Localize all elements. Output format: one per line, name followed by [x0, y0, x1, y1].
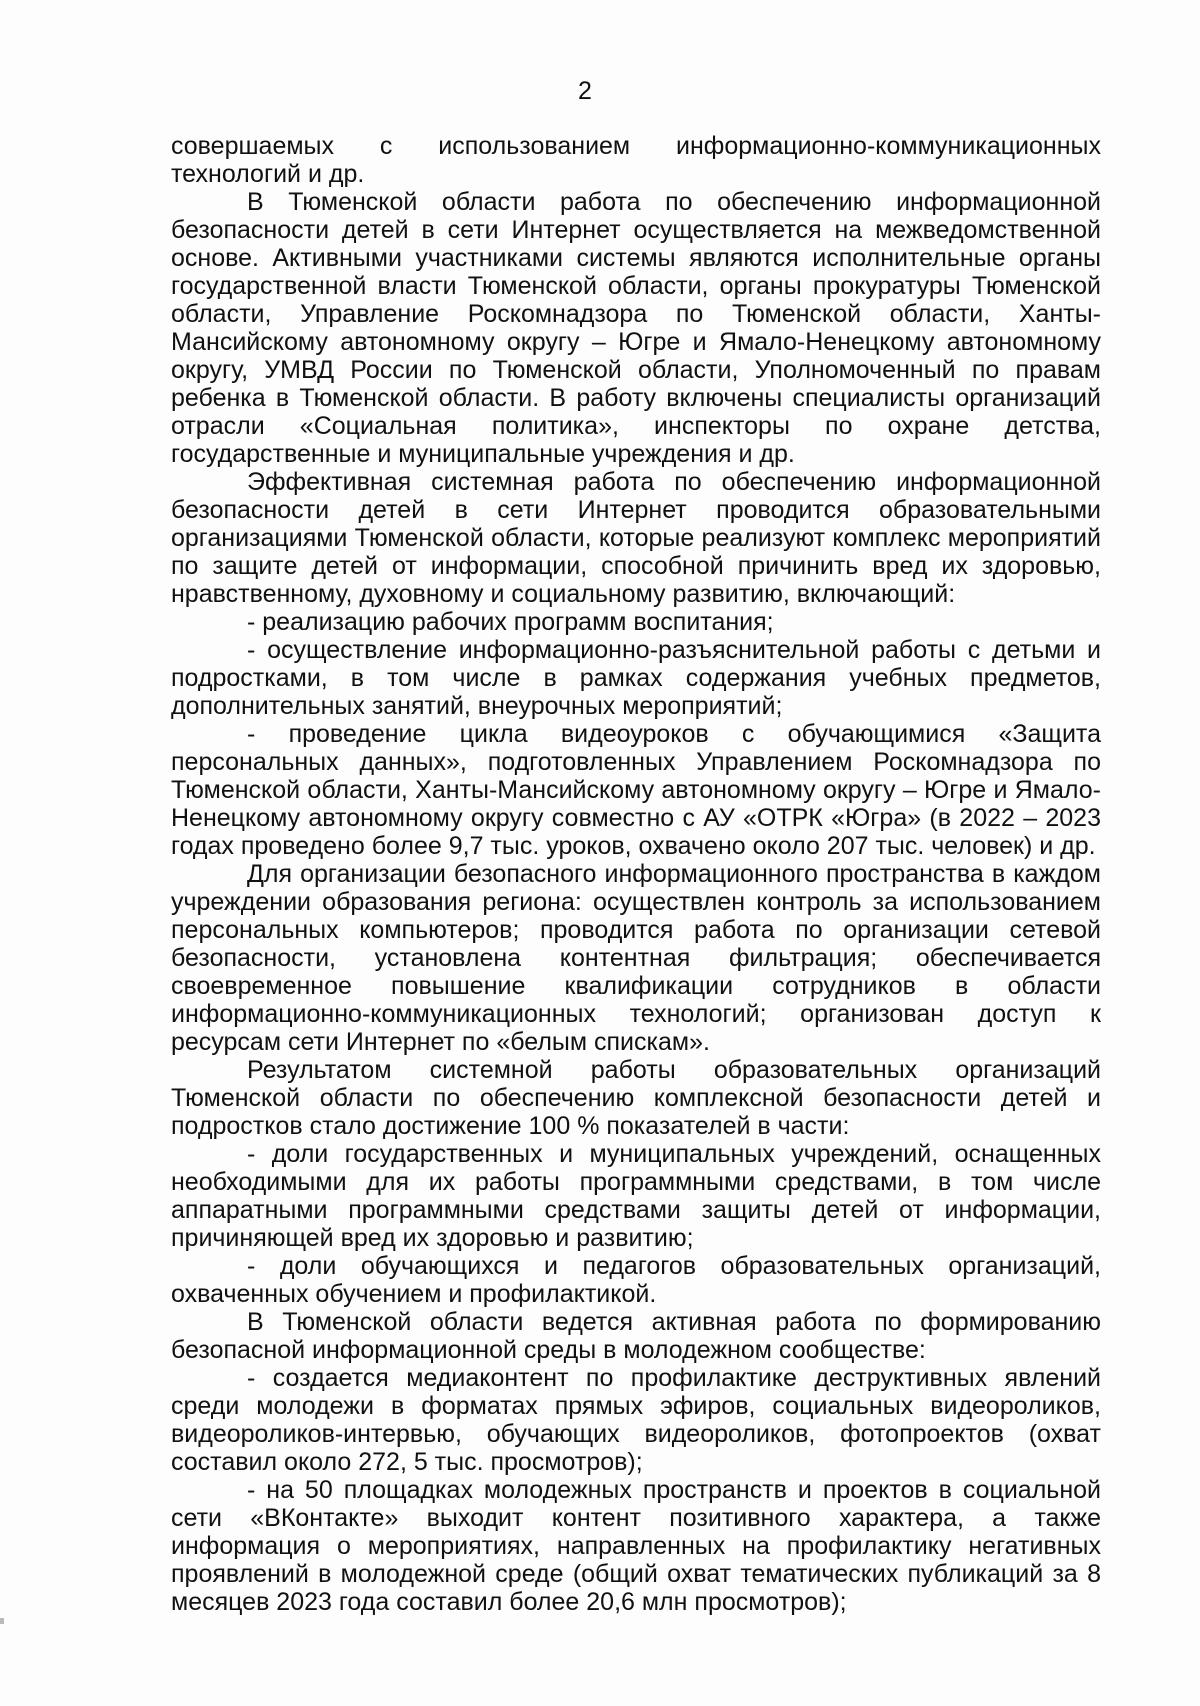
paragraph: Для организации безопасного информационного пространства в каждом учреждении образования региона: осуществлен контроль за использованием персональных компьютеров; проводится работа по организации сетевой безопасности, установлена контентная фильтрация; обеспечивается своевременное повышение квалификации сотрудников в области информационно-коммуникационных технологий; организован доступ к ресурсам сети Интернет по «белым спискам». [171, 860, 1101, 1056]
paragraph: В Тюменской области ведется активная работа по формированию безопасной информационной среды в молодежном сообществе: [171, 1308, 1101, 1364]
paragraph: - доли государственных и муниципальных учреждений, оснащенных необходимыми для их работы программными средствами, в том числе аппаратными программными средствами защиты детей от информации, причиняющей вред их здоровью и развитию; [171, 1140, 1101, 1252]
paragraph: - осуществление информационно-разъяснительной работы с детьми и подростками, в том числе в рамках содержания учебных предметов, дополнительных занятий, внеурочных мероприятий; [171, 636, 1101, 720]
paragraph: - реализацию рабочих программ воспитания; [247, 608, 774, 636]
paragraph: - проведение цикла видеоуроков с обучающимися «Защита персональных данных», подготовленных Управлением Роскомнадзора по Тюменской области, Ханты-Мансийскому автономному округу – Югре и Ямало-Ненецкому автономному округу совместно с АУ «ОТРК «Югра» (в 2022 – 2023 годах проведено более 9,7 тыс. уроков, охвачено около 207 тыс. человек) и др. [171, 720, 1101, 860]
paragraph: - на 50 площадках молодежных пространств и проектов в социальной сети «ВКонтакте» выходит контент позитивного характера, а также информация о мероприятиях, направленных на профилактику негативных проявлений в молодежной среде (общий охват тематических публикаций за 8 месяцев 2023 года составил более 20,6 млн просмотров); [171, 1476, 1101, 1616]
document-body [171, 132, 1101, 1616]
paragraph: - создается медиаконтент по профилактике деструктивных явлений среди молодежи в форматах прямых эфиров, социальных видеороликов, видеороликов-интервью, обучающих видеороликов, фотопроектов (охват составил около 272, 5 тыс. просмотров); [171, 1364, 1101, 1476]
paragraph: Результатом системной работы образовательных организаций Тюменской области по обеспечению комплексной безопасности детей и подростков стало достижение 100 % показателей в части: [171, 1056, 1101, 1140]
page-number: 2 [578, 77, 592, 105]
paragraph: - доли обучающихся и педагогов образовательных организаций, охваченных обучением и профилактикой. [171, 1252, 1101, 1308]
scan-edge-mark [0, 1618, 4, 1624]
paragraph: совершаемых с использованием информационно-коммуникационных технологий и др. [171, 132, 1101, 188]
paragraph: В Тюменской области работа по обеспечению информационной безопасности детей в сети Интернет осуществляется на межведомственной основе. Активными участниками системы являются исполнительные органы государственной власти Тюменской области, органы прокуратуры Тюменской области, Управление Роскомнадзора по Тюменской области, Ханты-Мансийскому автономному округу – Югре и Ямало-Ненецкому автономному округу, УМВД России по Тюменской области, Уполномоченный по правам ребенка в Тюменской области. В работу включены специалисты организаций отрасли «Социальная политика», инспекторы по охране детства, государственные и муниципальные учреждения и др. [171, 188, 1101, 468]
paragraph: Эффективная системная работа по обеспечению информационной безопасности детей в сети Интернет проводится образовательными организациями Тюменской области, которые реализуют комплекс мероприятий по защите детей от информации, способной причинить вред их здоровью, нравственному, духовному и социальному развитию, включающий: [171, 468, 1101, 608]
